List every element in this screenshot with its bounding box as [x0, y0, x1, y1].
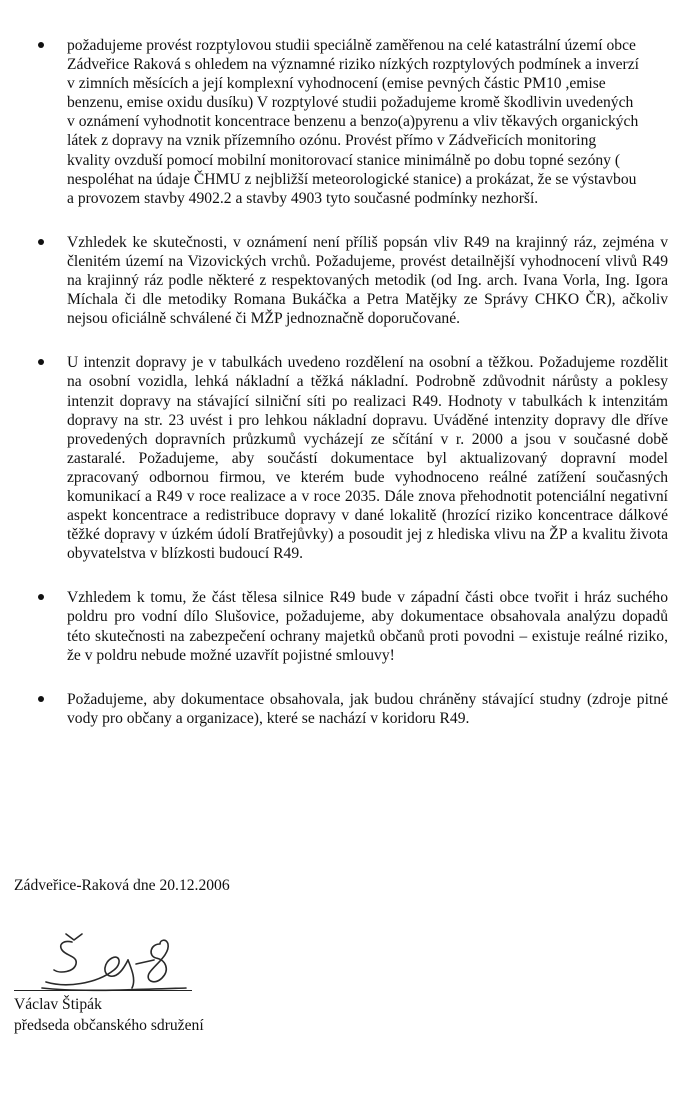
- signer-name: Václav Štipák: [14, 996, 102, 1013]
- list-item-text: Vzhledem k tomu, že část tělesa silnice R49 bude v západní části obce tvořit i hráz suchého poldru pro vodní dílo Slušovice, požadujeme, aby dokumentace obsahovala analýzu dopadů této skutečnosti na zabezpečení ochrany majetků občanů proti povodni – existuje reálné riziko, že v poldru nebude možné uzavřít pojistné smlouvy!: [67, 589, 668, 664]
- bullet-icon: [38, 239, 44, 245]
- list-item-text: Požadujeme, aby dokumentace obsahovala, jak budou chráněny stávající studny (zdroje pitné vody pro občany a organizace), které se nachází v koridoru R49.: [67, 690, 668, 727]
- bullet-icon: [38, 42, 44, 48]
- bullet-icon: [38, 696, 44, 702]
- bullet-icon: [38, 359, 44, 365]
- requirements-list: [38, 36, 668, 753]
- list-item-text: požadujeme provést rozptylovou studii speciálně zaměřenou na celé katastrální území obce Zádveřice Raková s ohledem na významné riziko nízkých rozptylových podmínek a inverzí v zimních měsících a její komplexní vyhodnocení (emise pevných částic PM10 ,emise benzenu, emise oxidu dusíku) V rozptylové studii požadujeme kromě škodlivin uvedených v oznámení vyhodnotit koncentrace benzenu a benzo(a)pyrenu a vliv těkavých organických látek z dopravy na vznik přízemního ozónu. Provést přímo v Zádveřicích monitoring kvality ovzduší pomocí mobilní monitorovací stanice minimálně po dobu topné sezóny ( nespoléhat na údaje ČHMU z nejbližší meteorologické stanice) a prokázat, že se výstavbou a provozem stavby 4902.2 a stavby 4903 tyto současné podmínky nezhorší.: [67, 37, 640, 207]
- signer-role: předseda občanského sdružení: [14, 1017, 204, 1034]
- list-item-text: U intenzit dopravy je v tabulkách uvedeno rozdělení na osobní a těžkou. Požadujeme rozdělit na osobní vozidla, lehká nákladní a těžká nákladní. Podrobně zdůvodnit nárůsty a poklesy intenzit dopravy na stávající silniční síti po realizaci R49. Hodnoty v tabulkách k intenzitám dopravy na str. 23 uvést i pro lehkou nákladní dopravu. Uváděné intenzity dopravy dle dříve provedených dopravních průzkumů vycházejí ze sčítání v r. 2000 a jsou v současné době zastaralé. Požadujeme, aby součástí dokumentace byl aktualizovaný dopravní model zpracovaný odbornou firmou, ve kterém bude vyhodnoceno reálné zatížení současných komunikací a R49 v roce realizace a v roce 2035. Dále znova přehodnotit potenciální negativní aspekt koncentrace a redistribuce dopravy v dané lokalitě (hrozící riziko koncentrace dálkové těžké dopravy v úzkém údolí Bratřejůvky) a posoudit jej z hlediska vlivu na ŽP a kvalitu života obyvatelstva v blízkosti budoucí R49.: [67, 354, 668, 563]
- place-and-date: Zádveřice-Raková dne 20.12.2006: [14, 877, 230, 894]
- list-item: [38, 353, 668, 563]
- list-item-text: Vzhledek ke skutečnosti, v oznámení není příliš popsán vliv R49 na krajinný ráz, zejména v členitém území na Vizovických vrchů. Požadujeme, provést detailnější vyhodnocení vlivů R49 na krajinný ráz podle některé z respektovaných metodik (od Ing. arch. Ivana Vorla, Ing. Igora Míchala či dle metodiky Romana Bukáčka a Petra Matějky ze Správy CHKO ČR), ačkoliv nejsou oficiálně schválené či MŽP jednoznačně doporučované.: [67, 233, 668, 328]
- list-item: [38, 690, 668, 728]
- bullet-icon: [38, 594, 44, 600]
- signature-line: [14, 990, 192, 991]
- list-item: [38, 36, 642, 208]
- list-item: [38, 233, 668, 328]
- list-item: [38, 588, 668, 664]
